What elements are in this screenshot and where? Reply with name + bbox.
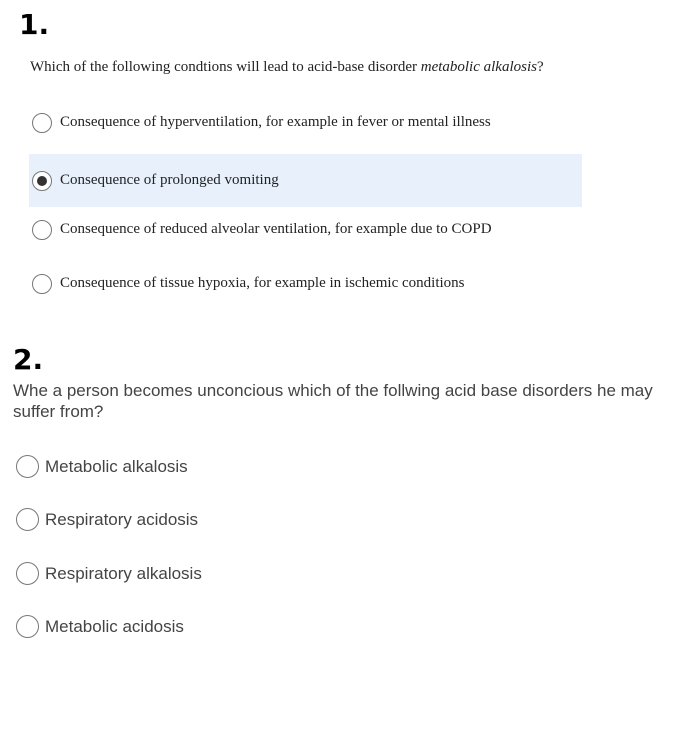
radio-button-icon[interactable]	[16, 508, 39, 531]
option-label: Consequence of prolonged vomiting	[60, 172, 279, 188]
question-1-option-4[interactable]	[29, 257, 582, 310]
question-1-text-before: Which of the following condtions will lead to acid-base disorder	[30, 59, 421, 75]
radio-button-icon[interactable]	[16, 455, 39, 478]
question-2-option-1[interactable]	[16, 455, 188, 478]
radio-button-selected-icon[interactable]	[32, 171, 52, 191]
question-1-option-1[interactable]	[29, 96, 582, 149]
radio-button-icon[interactable]	[16, 615, 39, 638]
question-2-option-4[interactable]	[16, 615, 184, 638]
question-1-number: 1.	[19, 8, 50, 41]
question-1-text	[30, 59, 544, 76]
radio-button-icon[interactable]	[32, 113, 52, 133]
option-label: Metabolic alkalosis	[45, 456, 188, 476]
question-2-text: Whe a person becomes unconcious which of the follwing acid base disorders he may suffer from?	[13, 381, 653, 421]
option-label: Metabolic acidosis	[45, 616, 184, 636]
radio-button-icon[interactable]	[32, 220, 52, 240]
option-label: Respiratory alkalosis	[45, 563, 202, 583]
option-label: Consequence of hyperventilation, for example in fever or mental illness	[60, 114, 491, 130]
radio-button-icon[interactable]	[16, 562, 39, 585]
option-label: Respiratory acidosis	[45, 509, 199, 529]
radio-button-icon[interactable]	[32, 274, 52, 294]
question-1-option-2[interactable]	[29, 154, 582, 207]
question-2-option-2[interactable]	[16, 508, 198, 531]
question-2-option-3[interactable]	[16, 562, 202, 585]
question-1-option-3[interactable]	[29, 203, 582, 256]
option-label: Consequence of reduced alveolar ventilation, for example due to COPD	[60, 221, 492, 237]
option-label: Consequence of tissue hypoxia, for example in ischemic conditions	[60, 275, 465, 291]
question-2-number: 2.	[13, 343, 44, 376]
question-1-text-emphasis: metabolic alkalosis	[420, 59, 537, 75]
question-1-text-after: ?	[536, 59, 544, 75]
